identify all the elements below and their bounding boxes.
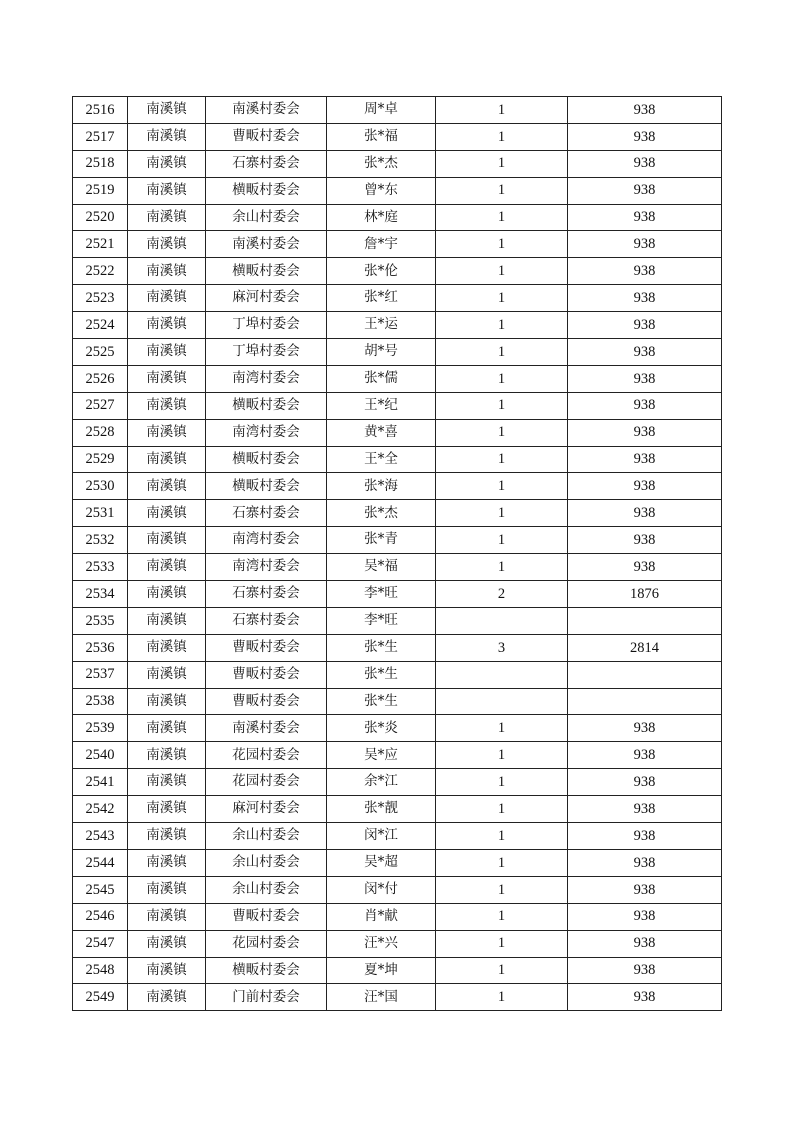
cell-amount: 938 — [568, 150, 722, 177]
cell-serial-number: 2545 — [73, 876, 128, 903]
cell-count: 1 — [436, 769, 568, 796]
cell-serial-number: 2519 — [73, 177, 128, 204]
table-row — [73, 150, 722, 177]
cell-serial-number: 2521 — [73, 231, 128, 258]
cell-town: 南溪镇 — [128, 419, 206, 446]
table-row — [73, 715, 722, 742]
table-row — [73, 661, 722, 688]
cell-count: 1 — [436, 258, 568, 285]
cell-amount: 938 — [568, 796, 722, 823]
cell-serial-number: 2529 — [73, 446, 128, 473]
cell-serial-number: 2544 — [73, 849, 128, 876]
table-row — [73, 607, 722, 634]
cell-person-name: 吴*福 — [327, 554, 436, 581]
cell-village-committee: 麻河村委会 — [206, 796, 327, 823]
cell-serial-number: 2528 — [73, 419, 128, 446]
cell-count: 1 — [436, 554, 568, 581]
cell-count: 1 — [436, 500, 568, 527]
cell-serial-number: 2543 — [73, 823, 128, 850]
table-row — [73, 876, 722, 903]
cell-amount: 938 — [568, 849, 722, 876]
cell-serial-number: 2546 — [73, 903, 128, 930]
cell-town: 南溪镇 — [128, 473, 206, 500]
cell-count: 1 — [436, 930, 568, 957]
cell-village-committee: 横畈村委会 — [206, 177, 327, 204]
cell-amount: 1876 — [568, 581, 722, 608]
cell-amount: 938 — [568, 742, 722, 769]
cell-town: 南溪镇 — [128, 849, 206, 876]
table-row — [73, 97, 722, 124]
cell-person-name: 胡*号 — [327, 339, 436, 366]
cell-village-committee: 曹畈村委会 — [206, 123, 327, 150]
cell-amount: 938 — [568, 823, 722, 850]
cell-town: 南溪镇 — [128, 688, 206, 715]
cell-serial-number: 2524 — [73, 312, 128, 339]
cell-person-name: 王*全 — [327, 446, 436, 473]
cell-count: 1 — [436, 285, 568, 312]
cell-count: 1 — [436, 177, 568, 204]
cell-person-name: 张*福 — [327, 123, 436, 150]
cell-count: 1 — [436, 446, 568, 473]
cell-village-committee: 横畈村委会 — [206, 258, 327, 285]
table-row — [73, 554, 722, 581]
cell-count: 3 — [436, 634, 568, 661]
table-row — [73, 903, 722, 930]
cell-count: 1 — [436, 903, 568, 930]
cell-town: 南溪镇 — [128, 392, 206, 419]
cell-village-committee: 余山村委会 — [206, 849, 327, 876]
cell-amount: 938 — [568, 554, 722, 581]
table-row — [73, 392, 722, 419]
cell-serial-number: 2540 — [73, 742, 128, 769]
cell-serial-number: 2535 — [73, 607, 128, 634]
cell-village-committee: 南溪村委会 — [206, 97, 327, 124]
table-row — [73, 769, 722, 796]
cell-count: 1 — [436, 796, 568, 823]
cell-count: 1 — [436, 339, 568, 366]
cell-person-name: 李*旺 — [327, 607, 436, 634]
table-row — [73, 688, 722, 715]
cell-count: 1 — [436, 365, 568, 392]
cell-person-name: 肖*献 — [327, 903, 436, 930]
cell-count: 1 — [436, 957, 568, 984]
table-row — [73, 258, 722, 285]
cell-person-name: 余*江 — [327, 769, 436, 796]
cell-village-committee: 石寨村委会 — [206, 607, 327, 634]
cell-serial-number: 2541 — [73, 769, 128, 796]
cell-count: 1 — [436, 419, 568, 446]
cell-serial-number: 2532 — [73, 527, 128, 554]
cell-serial-number: 2516 — [73, 97, 128, 124]
cell-town: 南溪镇 — [128, 527, 206, 554]
cell-person-name: 张*伦 — [327, 258, 436, 285]
table-row — [73, 231, 722, 258]
cell-serial-number: 2523 — [73, 285, 128, 312]
cell-person-name: 王*运 — [327, 312, 436, 339]
cell-count — [436, 607, 568, 634]
cell-village-committee: 南湾村委会 — [206, 554, 327, 581]
cell-amount: 938 — [568, 392, 722, 419]
cell-town: 南溪镇 — [128, 769, 206, 796]
cell-person-name: 吴*超 — [327, 849, 436, 876]
cell-village-committee: 横畈村委会 — [206, 392, 327, 419]
table-row — [73, 984, 722, 1011]
cell-amount: 938 — [568, 500, 722, 527]
cell-town: 南溪镇 — [128, 97, 206, 124]
cell-count: 1 — [436, 876, 568, 903]
cell-town: 南溪镇 — [128, 123, 206, 150]
cell-village-committee: 南湾村委会 — [206, 527, 327, 554]
cell-person-name: 闵*江 — [327, 823, 436, 850]
cell-amount: 938 — [568, 339, 722, 366]
cell-count: 1 — [436, 473, 568, 500]
cell-count: 1 — [436, 392, 568, 419]
cell-person-name: 曾*东 — [327, 177, 436, 204]
cell-village-committee: 麻河村委会 — [206, 285, 327, 312]
cell-town: 南溪镇 — [128, 285, 206, 312]
cell-town: 南溪镇 — [128, 312, 206, 339]
table-row — [73, 285, 722, 312]
cell-village-committee: 曹畈村委会 — [206, 661, 327, 688]
cell-village-committee: 石寨村委会 — [206, 500, 327, 527]
cell-village-committee: 南溪村委会 — [206, 231, 327, 258]
cell-serial-number: 2522 — [73, 258, 128, 285]
cell-amount: 938 — [568, 903, 722, 930]
table-row — [73, 500, 722, 527]
cell-village-committee: 曹畈村委会 — [206, 634, 327, 661]
cell-village-committee: 横畈村委会 — [206, 446, 327, 473]
cell-town: 南溪镇 — [128, 554, 206, 581]
cell-town: 南溪镇 — [128, 715, 206, 742]
cell-amount: 938 — [568, 312, 722, 339]
cell-serial-number: 2518 — [73, 150, 128, 177]
cell-village-committee: 横畈村委会 — [206, 473, 327, 500]
cell-amount: 938 — [568, 231, 722, 258]
cell-amount: 938 — [568, 446, 722, 473]
cell-village-committee: 石寨村委会 — [206, 150, 327, 177]
cell-town: 南溪镇 — [128, 258, 206, 285]
cell-serial-number: 2537 — [73, 661, 128, 688]
cell-village-committee: 花园村委会 — [206, 769, 327, 796]
cell-person-name: 张*杰 — [327, 500, 436, 527]
cell-serial-number: 2533 — [73, 554, 128, 581]
cell-amount: 938 — [568, 204, 722, 231]
table-row — [73, 930, 722, 957]
cell-town: 南溪镇 — [128, 500, 206, 527]
cell-town: 南溪镇 — [128, 984, 206, 1011]
cell-amount: 938 — [568, 473, 722, 500]
cell-amount: 938 — [568, 285, 722, 312]
cell-village-committee: 余山村委会 — [206, 876, 327, 903]
cell-amount: 938 — [568, 419, 722, 446]
cell-town: 南溪镇 — [128, 634, 206, 661]
table-row — [73, 204, 722, 231]
cell-count: 1 — [436, 823, 568, 850]
table-row — [73, 339, 722, 366]
cell-serial-number: 2530 — [73, 473, 128, 500]
cell-amount: 938 — [568, 715, 722, 742]
cell-person-name: 周*卓 — [327, 97, 436, 124]
table-row — [73, 419, 722, 446]
cell-person-name: 汪*国 — [327, 984, 436, 1011]
cell-person-name: 张*杰 — [327, 150, 436, 177]
cell-town: 南溪镇 — [128, 231, 206, 258]
cell-person-name: 张*炎 — [327, 715, 436, 742]
cell-serial-number: 2517 — [73, 123, 128, 150]
cell-serial-number: 2536 — [73, 634, 128, 661]
cell-count: 1 — [436, 231, 568, 258]
cell-serial-number: 2534 — [73, 581, 128, 608]
cell-person-name: 张*儒 — [327, 365, 436, 392]
table-row — [73, 742, 722, 769]
cell-amount — [568, 688, 722, 715]
cell-village-committee: 曹畈村委会 — [206, 903, 327, 930]
cell-person-name: 张*生 — [327, 688, 436, 715]
table-row — [73, 796, 722, 823]
cell-village-committee: 南湾村委会 — [206, 419, 327, 446]
table-row — [73, 446, 722, 473]
cell-count: 1 — [436, 312, 568, 339]
cell-amount: 938 — [568, 984, 722, 1011]
cell-count: 1 — [436, 527, 568, 554]
table-row — [73, 473, 722, 500]
cell-amount: 938 — [568, 97, 722, 124]
cell-amount: 938 — [568, 177, 722, 204]
cell-town: 南溪镇 — [128, 823, 206, 850]
cell-town: 南溪镇 — [128, 930, 206, 957]
cell-serial-number: 2525 — [73, 339, 128, 366]
cell-village-committee: 丁埠村委会 — [206, 339, 327, 366]
table-row — [73, 312, 722, 339]
cell-village-committee: 门前村委会 — [206, 984, 327, 1011]
cell-count: 2 — [436, 581, 568, 608]
cell-serial-number: 2547 — [73, 930, 128, 957]
cell-serial-number: 2542 — [73, 796, 128, 823]
table-row — [73, 849, 722, 876]
cell-person-name: 闵*付 — [327, 876, 436, 903]
cell-town: 南溪镇 — [128, 661, 206, 688]
cell-town: 南溪镇 — [128, 446, 206, 473]
cell-person-name: 张*靓 — [327, 796, 436, 823]
cell-serial-number: 2520 — [73, 204, 128, 231]
cell-serial-number: 2548 — [73, 957, 128, 984]
cell-person-name: 黄*喜 — [327, 419, 436, 446]
cell-amount: 938 — [568, 769, 722, 796]
cell-village-committee: 南湾村委会 — [206, 365, 327, 392]
cell-village-committee: 横畈村委会 — [206, 957, 327, 984]
cell-amount: 938 — [568, 930, 722, 957]
cell-count: 1 — [436, 97, 568, 124]
cell-town: 南溪镇 — [128, 742, 206, 769]
cell-village-committee: 南溪村委会 — [206, 715, 327, 742]
cell-amount: 938 — [568, 957, 722, 984]
cell-town: 南溪镇 — [128, 177, 206, 204]
cell-person-name: 夏*坤 — [327, 957, 436, 984]
table-row — [73, 634, 722, 661]
table-row — [73, 581, 722, 608]
table-row — [73, 823, 722, 850]
cell-town: 南溪镇 — [128, 876, 206, 903]
cell-amount: 938 — [568, 527, 722, 554]
cell-count: 1 — [436, 984, 568, 1011]
cell-serial-number: 2527 — [73, 392, 128, 419]
table-row — [73, 123, 722, 150]
table-row — [73, 957, 722, 984]
cell-serial-number: 2539 — [73, 715, 128, 742]
cell-person-name: 王*纪 — [327, 392, 436, 419]
cell-count: 1 — [436, 715, 568, 742]
cell-village-committee: 花园村委会 — [206, 930, 327, 957]
cell-town: 南溪镇 — [128, 607, 206, 634]
cell-town: 南溪镇 — [128, 796, 206, 823]
cell-village-committee: 石寨村委会 — [206, 581, 327, 608]
cell-person-name: 张*生 — [327, 634, 436, 661]
cell-town: 南溪镇 — [128, 581, 206, 608]
cell-person-name: 张*红 — [327, 285, 436, 312]
cell-person-name: 汪*兴 — [327, 930, 436, 957]
cell-person-name: 李*旺 — [327, 581, 436, 608]
cell-count: 1 — [436, 150, 568, 177]
cell-serial-number: 2526 — [73, 365, 128, 392]
cell-town: 南溪镇 — [128, 365, 206, 392]
cell-count: 1 — [436, 742, 568, 769]
table-row — [73, 365, 722, 392]
cell-town: 南溪镇 — [128, 150, 206, 177]
cell-amount — [568, 607, 722, 634]
cell-count — [436, 688, 568, 715]
cell-town: 南溪镇 — [128, 903, 206, 930]
cell-count: 1 — [436, 204, 568, 231]
cell-town: 南溪镇 — [128, 339, 206, 366]
cell-amount: 938 — [568, 123, 722, 150]
cell-amount: 938 — [568, 876, 722, 903]
cell-amount: 938 — [568, 365, 722, 392]
cell-count: 1 — [436, 123, 568, 150]
cell-village-committee: 花园村委会 — [206, 742, 327, 769]
cell-village-committee: 曹畈村委会 — [206, 688, 327, 715]
cell-serial-number: 2549 — [73, 984, 128, 1011]
cell-town: 南溪镇 — [128, 204, 206, 231]
cell-person-name: 詹*宇 — [327, 231, 436, 258]
cell-serial-number: 2538 — [73, 688, 128, 715]
cell-town: 南溪镇 — [128, 957, 206, 984]
table-body — [73, 97, 722, 1011]
cell-village-committee: 丁埠村委会 — [206, 312, 327, 339]
cell-person-name: 张*青 — [327, 527, 436, 554]
cell-person-name: 张*生 — [327, 661, 436, 688]
cell-person-name: 林*庭 — [327, 204, 436, 231]
cell-amount — [568, 661, 722, 688]
cell-amount: 938 — [568, 258, 722, 285]
cell-serial-number: 2531 — [73, 500, 128, 527]
cell-person-name: 张*海 — [327, 473, 436, 500]
cell-village-committee: 余山村委会 — [206, 823, 327, 850]
table-row — [73, 527, 722, 554]
subsidy-table — [72, 96, 722, 1011]
cell-village-committee: 余山村委会 — [206, 204, 327, 231]
cell-count: 1 — [436, 849, 568, 876]
cell-count — [436, 661, 568, 688]
cell-person-name: 吴*应 — [327, 742, 436, 769]
cell-amount: 2814 — [568, 634, 722, 661]
table-row — [73, 177, 722, 204]
